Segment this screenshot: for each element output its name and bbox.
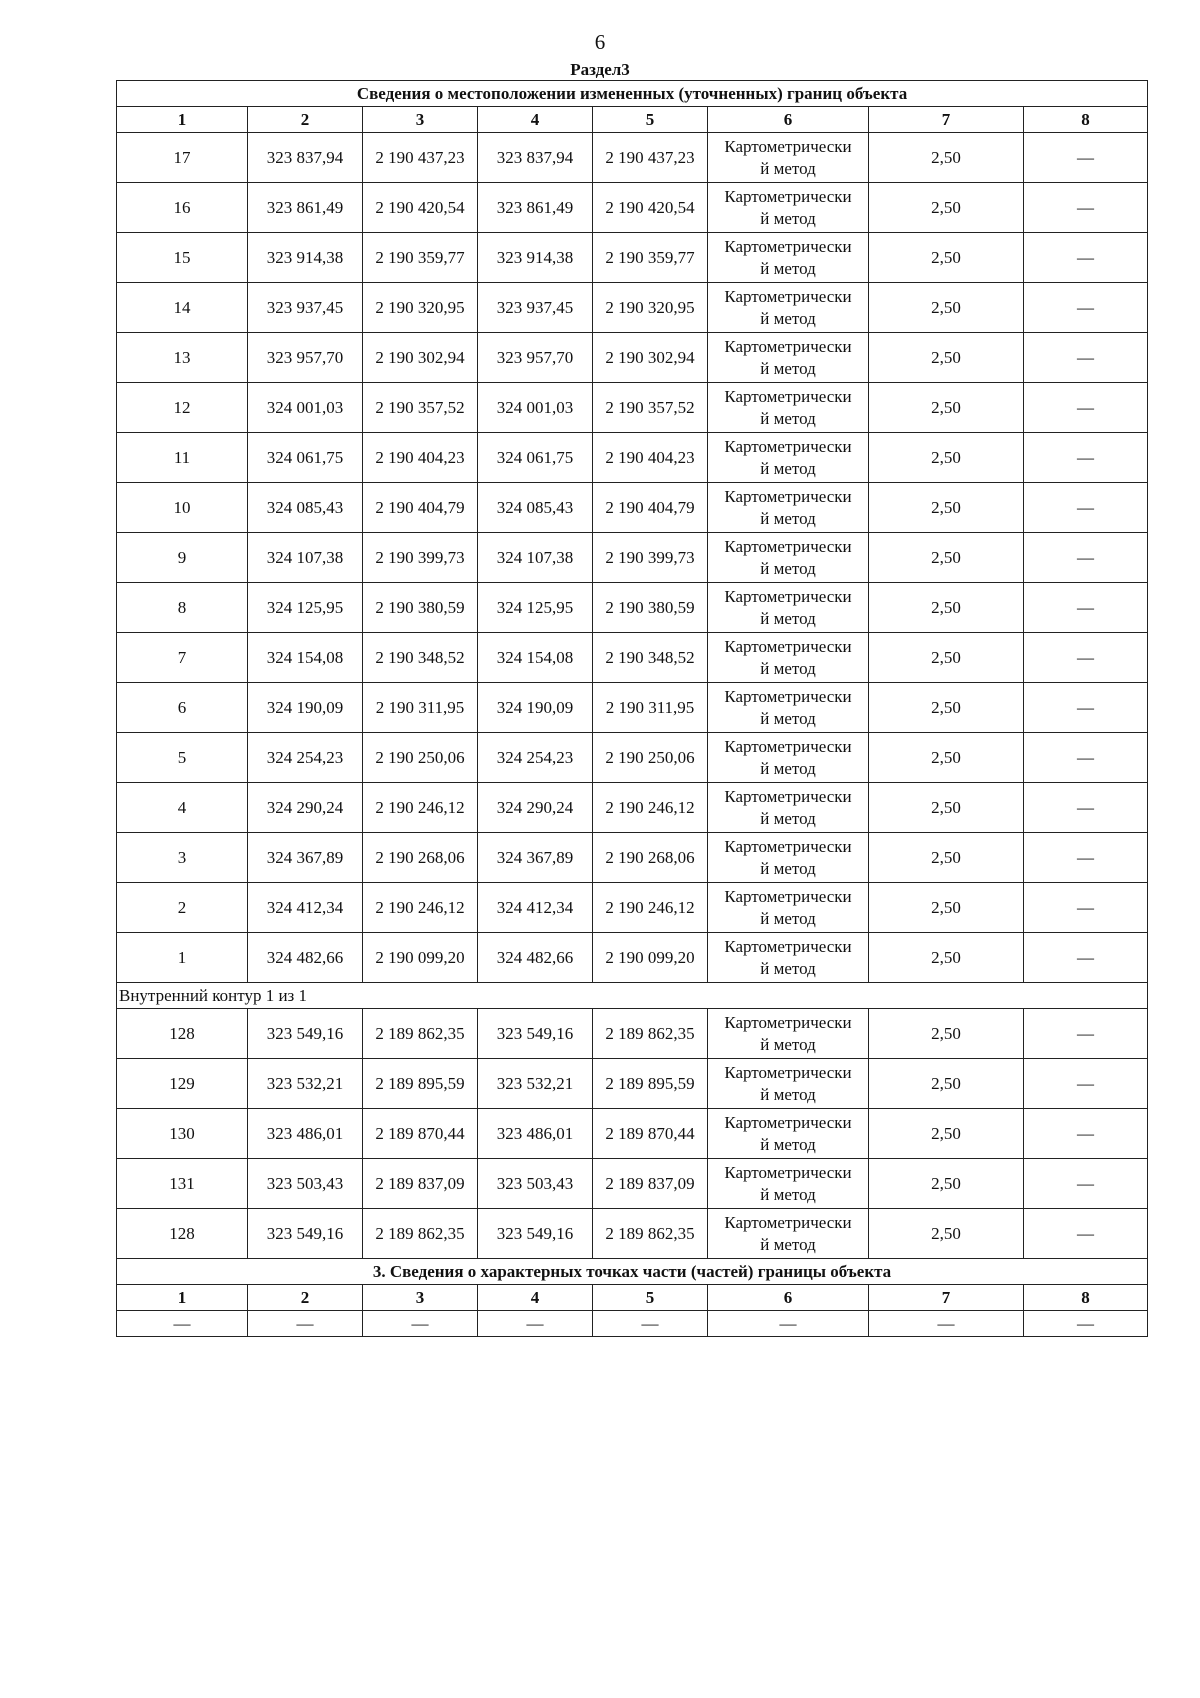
x-coordinate-new: 324 154,08 — [478, 633, 593, 683]
accuracy: 2,50 — [869, 483, 1024, 533]
y-coordinate-new: 2 190 437,23 — [593, 133, 708, 183]
column-8-value: — — [1024, 383, 1148, 433]
method-cell — [708, 133, 869, 183]
x-coordinate-new: 323 957,70 — [478, 333, 593, 383]
y-coordinate-new: 2 190 302,94 — [593, 333, 708, 383]
method-line-1: Картометрически — [724, 536, 852, 556]
table-row — [117, 533, 1148, 583]
method-cell — [708, 533, 869, 583]
x-coordinate: 323 503,43 — [248, 1159, 363, 1209]
y-coordinate: 2 190 404,23 — [363, 433, 478, 483]
method-line-2: й метод — [760, 908, 816, 928]
section3-column-header-col-6: 6 — [708, 1285, 869, 1311]
table-row — [117, 1009, 1148, 1059]
point-number: 15 — [117, 233, 248, 283]
x-coordinate: 323 549,16 — [248, 1209, 363, 1259]
x-coordinate-new: 324 254,23 — [478, 733, 593, 783]
x-coordinate: 323 957,70 — [248, 333, 363, 383]
y-coordinate-new: 2 189 837,09 — [593, 1159, 708, 1209]
x-coordinate: 323 486,01 — [248, 1109, 363, 1159]
x-coordinate-new: 323 837,94 — [478, 133, 593, 183]
empty-cell: — — [363, 1311, 478, 1337]
accuracy: 2,50 — [869, 183, 1024, 233]
accuracy: 2,50 — [869, 683, 1024, 733]
column-8-value: — — [1024, 883, 1148, 933]
section3-column-header-col-3: 3 — [363, 1285, 478, 1311]
column-8-value: — — [1024, 583, 1148, 633]
method-cell — [708, 333, 869, 383]
method-line-2: й метод — [760, 558, 816, 578]
method-line-2: й метод — [760, 958, 816, 978]
accuracy: 2,50 — [869, 833, 1024, 883]
method-line-1: Картометрически — [724, 786, 852, 806]
column-8-value: — — [1024, 1059, 1148, 1109]
method-line-1: Картометрически — [724, 836, 852, 856]
section3-column-header-col-1: 1 — [117, 1285, 248, 1311]
table-row — [117, 833, 1148, 883]
method-line-2: й метод — [760, 858, 816, 878]
method-line-2: й метод — [760, 1084, 816, 1104]
accuracy: 2,50 — [869, 1159, 1024, 1209]
column-header-col-7: 7 — [869, 107, 1024, 133]
x-coordinate-new: 323 914,38 — [478, 233, 593, 283]
method-cell — [708, 1209, 869, 1259]
y-coordinate-new: 2 190 311,95 — [593, 683, 708, 733]
y-coordinate-new: 2 190 404,23 — [593, 433, 708, 483]
point-number: 3 — [117, 833, 248, 883]
column-8-value: — — [1024, 733, 1148, 783]
accuracy: 2,50 — [869, 233, 1024, 283]
section3-caption-row — [117, 1259, 1148, 1285]
point-number: 2 — [117, 883, 248, 933]
y-coordinate: 2 189 837,09 — [363, 1159, 478, 1209]
y-coordinate: 2 190 311,95 — [363, 683, 478, 733]
page-number: 6 — [594, 30, 606, 54]
accuracy: 2,50 — [869, 533, 1024, 583]
y-coordinate-new: 2 190 404,79 — [593, 483, 708, 533]
section3-caption: 3. Сведения о характерных точках части (частей) границы объекта — [117, 1259, 1148, 1285]
x-coordinate: 324 367,89 — [248, 833, 363, 883]
x-coordinate-new: 323 549,16 — [478, 1009, 593, 1059]
point-number: 4 — [117, 783, 248, 833]
section3-column-header-col-7: 7 — [869, 1285, 1024, 1311]
y-coordinate: 2 190 250,06 — [363, 733, 478, 783]
x-coordinate: 323 914,38 — [248, 233, 363, 283]
empty-cell: — — [248, 1311, 363, 1337]
column-8-value: — — [1024, 133, 1148, 183]
y-coordinate: 2 190 404,79 — [363, 483, 478, 533]
point-number: 128 — [117, 1009, 248, 1059]
x-coordinate: 324 190,09 — [248, 683, 363, 733]
column-8-value: — — [1024, 333, 1148, 383]
x-coordinate: 323 937,45 — [248, 283, 363, 333]
inner-contour-label: Внутренний контур 1 из 1 — [117, 983, 1148, 1009]
y-coordinate: 2 190 320,95 — [363, 283, 478, 333]
table-row — [117, 383, 1148, 433]
point-number: 130 — [117, 1109, 248, 1159]
column-header-col-5: 5 — [593, 107, 708, 133]
method-line-1: Картометрически — [724, 336, 852, 356]
method-line-1: Картометрически — [724, 686, 852, 706]
table-row — [117, 733, 1148, 783]
point-number: 128 — [117, 1209, 248, 1259]
accuracy: 2,50 — [869, 1059, 1024, 1109]
column-8-value: — — [1024, 633, 1148, 683]
y-coordinate: 2 190 246,12 — [363, 783, 478, 833]
point-number: 13 — [117, 333, 248, 383]
method-line-2: й метод — [760, 1234, 816, 1254]
x-coordinate-new: 324 001,03 — [478, 383, 593, 433]
section3-column-header-col-2: 2 — [248, 1285, 363, 1311]
method-cell — [708, 383, 869, 433]
x-coordinate-new: 324 085,43 — [478, 483, 593, 533]
x-coordinate-new: 324 482,66 — [478, 933, 593, 983]
x-coordinate-new: 324 107,38 — [478, 533, 593, 583]
y-coordinate-new: 2 190 359,77 — [593, 233, 708, 283]
empty-cell: — — [708, 1311, 869, 1337]
section-title: Раздел3 — [570, 60, 630, 79]
point-number: 10 — [117, 483, 248, 533]
method-line-2: й метод — [760, 1034, 816, 1054]
column-8-value: — — [1024, 933, 1148, 983]
method-cell — [708, 583, 869, 633]
method-line-1: Картометрически — [724, 1162, 852, 1182]
method-line-1: Картометрически — [724, 1212, 852, 1232]
x-coordinate-new: 323 861,49 — [478, 183, 593, 233]
boundary-points-table — [116, 80, 1148, 1337]
method-cell — [708, 483, 869, 533]
column-8-value: — — [1024, 483, 1148, 533]
y-coordinate-new: 2 190 399,73 — [593, 533, 708, 583]
method-line-1: Картометрически — [724, 186, 852, 206]
y-coordinate: 2 190 420,54 — [363, 183, 478, 233]
y-coordinate: 2 190 302,94 — [363, 333, 478, 383]
method-line-1: Картометрически — [724, 386, 852, 406]
table-caption: Сведения о местоположении измененных (уточненных) границ объекта — [117, 81, 1148, 107]
accuracy: 2,50 — [869, 783, 1024, 833]
method-line-2: й метод — [760, 358, 816, 378]
x-coordinate: 324 290,24 — [248, 783, 363, 833]
table-row — [117, 633, 1148, 683]
y-coordinate-new: 2 190 268,06 — [593, 833, 708, 883]
x-coordinate: 324 412,34 — [248, 883, 363, 933]
y-coordinate-new: 2 190 380,59 — [593, 583, 708, 633]
x-coordinate: 324 125,95 — [248, 583, 363, 633]
y-coordinate: 2 189 862,35 — [363, 1009, 478, 1059]
method-line-1: Картометрически — [724, 1062, 852, 1082]
y-coordinate-new: 2 190 246,12 — [593, 783, 708, 833]
method-cell — [708, 183, 869, 233]
method-line-2: й метод — [760, 1184, 816, 1204]
table-row — [117, 1059, 1148, 1109]
accuracy: 2,50 — [869, 383, 1024, 433]
method-line-1: Картометрически — [724, 1112, 852, 1132]
y-coordinate-new: 2 190 348,52 — [593, 633, 708, 683]
point-number: 14 — [117, 283, 248, 333]
method-cell — [708, 433, 869, 483]
accuracy: 2,50 — [869, 583, 1024, 633]
point-number: 11 — [117, 433, 248, 483]
method-line-1: Картометрически — [724, 436, 852, 456]
method-line-1: Картометрически — [724, 936, 852, 956]
method-line-2: й метод — [760, 208, 816, 228]
x-coordinate-new: 324 290,24 — [478, 783, 593, 833]
method-line-1: Картометрически — [724, 636, 852, 656]
y-coordinate: 2 189 870,44 — [363, 1109, 478, 1159]
accuracy: 2,50 — [869, 883, 1024, 933]
column-8-value: — — [1024, 833, 1148, 883]
method-line-2: й метод — [760, 458, 816, 478]
y-coordinate: 2 190 399,73 — [363, 533, 478, 583]
point-number: 7 — [117, 633, 248, 683]
method-line-2: й метод — [760, 508, 816, 528]
method-line-2: й метод — [760, 408, 816, 428]
method-cell — [708, 933, 869, 983]
method-line-1: Картометрически — [724, 286, 852, 306]
x-coordinate-new: 324 061,75 — [478, 433, 593, 483]
x-coordinate: 324 085,43 — [248, 483, 363, 533]
x-coordinate-new: 323 549,16 — [478, 1209, 593, 1259]
x-coordinate: 323 549,16 — [248, 1009, 363, 1059]
table-caption-row — [117, 81, 1148, 107]
method-line-1: Картометрически — [724, 236, 852, 256]
table-row — [117, 1109, 1148, 1159]
method-line-1: Картометрически — [724, 736, 852, 756]
empty-cell: — — [117, 1311, 248, 1337]
column-header-col-3: 3 — [363, 107, 478, 133]
x-coordinate: 324 107,38 — [248, 533, 363, 583]
method-line-1: Картометрически — [724, 1012, 852, 1032]
method-line-2: й метод — [760, 658, 816, 678]
method-line-1: Картометрически — [724, 886, 852, 906]
x-coordinate-new: 324 190,09 — [478, 683, 593, 733]
point-number: 6 — [117, 683, 248, 733]
inner-contour-row — [117, 983, 1148, 1009]
method-line-1: Картометрически — [724, 486, 852, 506]
column-8-value: — — [1024, 1209, 1148, 1259]
accuracy: 2,50 — [869, 1109, 1024, 1159]
column-8-value: — — [1024, 783, 1148, 833]
method-cell — [708, 633, 869, 683]
method-line-2: й метод — [760, 758, 816, 778]
y-coordinate-new: 2 189 895,59 — [593, 1059, 708, 1109]
accuracy: 2,50 — [869, 633, 1024, 683]
accuracy: 2,50 — [869, 1209, 1024, 1259]
point-number: 1 — [117, 933, 248, 983]
table-row — [117, 433, 1148, 483]
empty-cell: — — [869, 1311, 1024, 1337]
section3-column-header-col-4: 4 — [478, 1285, 593, 1311]
table-row — [117, 783, 1148, 833]
table-row — [117, 133, 1148, 183]
accuracy: 2,50 — [869, 1009, 1024, 1059]
table-row — [117, 933, 1148, 983]
point-number: 17 — [117, 133, 248, 183]
y-coordinate-new: 2 190 420,54 — [593, 183, 708, 233]
table-row — [117, 1159, 1148, 1209]
point-number: 16 — [117, 183, 248, 233]
y-coordinate-new: 2 189 862,35 — [593, 1209, 708, 1259]
method-cell — [708, 883, 869, 933]
column-8-value: — — [1024, 533, 1148, 583]
method-cell — [708, 1109, 869, 1159]
column-8-value: — — [1024, 183, 1148, 233]
accuracy: 2,50 — [869, 433, 1024, 483]
method-cell — [708, 683, 869, 733]
method-line-1: Картометрически — [724, 136, 852, 156]
accuracy: 2,50 — [869, 133, 1024, 183]
section3-column-header-col-8: 8 — [1024, 1285, 1148, 1311]
empty-cell: — — [1024, 1311, 1148, 1337]
y-coordinate: 2 190 437,23 — [363, 133, 478, 183]
method-line-2: й метод — [760, 1134, 816, 1154]
section3-column-header-row — [117, 1285, 1148, 1311]
y-coordinate-new: 2 190 246,12 — [593, 883, 708, 933]
x-coordinate: 324 254,23 — [248, 733, 363, 783]
method-line-2: й метод — [760, 808, 816, 828]
x-coordinate-new: 323 532,21 — [478, 1059, 593, 1109]
method-line-2: й метод — [760, 258, 816, 278]
x-coordinate-new: 324 412,34 — [478, 883, 593, 933]
table-row — [117, 483, 1148, 533]
method-cell — [708, 1159, 869, 1209]
table-row — [117, 1209, 1148, 1259]
x-coordinate: 324 154,08 — [248, 633, 363, 683]
column-8-value: — — [1024, 1009, 1148, 1059]
y-coordinate-new: 2 190 357,52 — [593, 383, 708, 433]
method-line-2: й метод — [760, 708, 816, 728]
table-row — [117, 233, 1148, 283]
empty-cell: — — [593, 1311, 708, 1337]
y-coordinate: 2 190 348,52 — [363, 633, 478, 683]
accuracy: 2,50 — [869, 283, 1024, 333]
y-coordinate-new: 2 190 250,06 — [593, 733, 708, 783]
column-8-value: — — [1024, 433, 1148, 483]
accuracy: 2,50 — [869, 733, 1024, 783]
table-row — [117, 183, 1148, 233]
table-row — [117, 283, 1148, 333]
y-coordinate-new: 2 189 870,44 — [593, 1109, 708, 1159]
y-coordinate: 2 190 099,20 — [363, 933, 478, 983]
method-cell — [708, 1009, 869, 1059]
empty-cell: — — [478, 1311, 593, 1337]
x-coordinate-new: 323 503,43 — [478, 1159, 593, 1209]
method-line-2: й метод — [760, 158, 816, 178]
x-coordinate-new: 324 367,89 — [478, 833, 593, 883]
x-coordinate: 323 837,94 — [248, 133, 363, 183]
column-header-col-8: 8 — [1024, 107, 1148, 133]
point-number: 8 — [117, 583, 248, 633]
method-cell — [708, 283, 869, 333]
column-header-col-4: 4 — [478, 107, 593, 133]
table-row — [117, 683, 1148, 733]
x-coordinate: 324 482,66 — [248, 933, 363, 983]
column-8-value: — — [1024, 1159, 1148, 1209]
column-header-row — [117, 107, 1148, 133]
point-number: 12 — [117, 383, 248, 433]
y-coordinate: 2 190 246,12 — [363, 883, 478, 933]
method-line-2: й метод — [760, 308, 816, 328]
y-coordinate: 2 190 268,06 — [363, 833, 478, 883]
method-line-1: Картометрически — [724, 586, 852, 606]
method-cell — [708, 833, 869, 883]
x-coordinate-new: 324 125,95 — [478, 583, 593, 633]
table-row — [117, 883, 1148, 933]
accuracy: 2,50 — [869, 333, 1024, 383]
column-header-col-1: 1 — [117, 107, 248, 133]
x-coordinate: 324 061,75 — [248, 433, 363, 483]
y-coordinate-new: 2 189 862,35 — [593, 1009, 708, 1059]
x-coordinate-new: 323 486,01 — [478, 1109, 593, 1159]
y-coordinate: 2 189 862,35 — [363, 1209, 478, 1259]
column-header-col-6: 6 — [708, 107, 869, 133]
method-cell — [708, 233, 869, 283]
y-coordinate: 2 189 895,59 — [363, 1059, 478, 1109]
table-row — [117, 583, 1148, 633]
method-cell — [708, 733, 869, 783]
method-cell — [708, 783, 869, 833]
point-number: 9 — [117, 533, 248, 583]
x-coordinate: 323 532,21 — [248, 1059, 363, 1109]
y-coordinate: 2 190 380,59 — [363, 583, 478, 633]
column-8-value: — — [1024, 683, 1148, 733]
column-header-col-2: 2 — [248, 107, 363, 133]
method-line-2: й метод — [760, 608, 816, 628]
x-coordinate: 324 001,03 — [248, 383, 363, 433]
y-coordinate-new: 2 190 320,95 — [593, 283, 708, 333]
point-number: 5 — [117, 733, 248, 783]
method-cell — [708, 1059, 869, 1109]
column-8-value: — — [1024, 1109, 1148, 1159]
section3-empty-row — [117, 1311, 1148, 1337]
table-row — [117, 333, 1148, 383]
x-coordinate-new: 323 937,45 — [478, 283, 593, 333]
column-8-value: — — [1024, 283, 1148, 333]
y-coordinate: 2 190 357,52 — [363, 383, 478, 433]
accuracy: 2,50 — [869, 933, 1024, 983]
x-coordinate: 323 861,49 — [248, 183, 363, 233]
point-number: 129 — [117, 1059, 248, 1109]
y-coordinate-new: 2 190 099,20 — [593, 933, 708, 983]
y-coordinate: 2 190 359,77 — [363, 233, 478, 283]
section3-column-header-col-5: 5 — [593, 1285, 708, 1311]
column-8-value: — — [1024, 233, 1148, 283]
point-number: 131 — [117, 1159, 248, 1209]
